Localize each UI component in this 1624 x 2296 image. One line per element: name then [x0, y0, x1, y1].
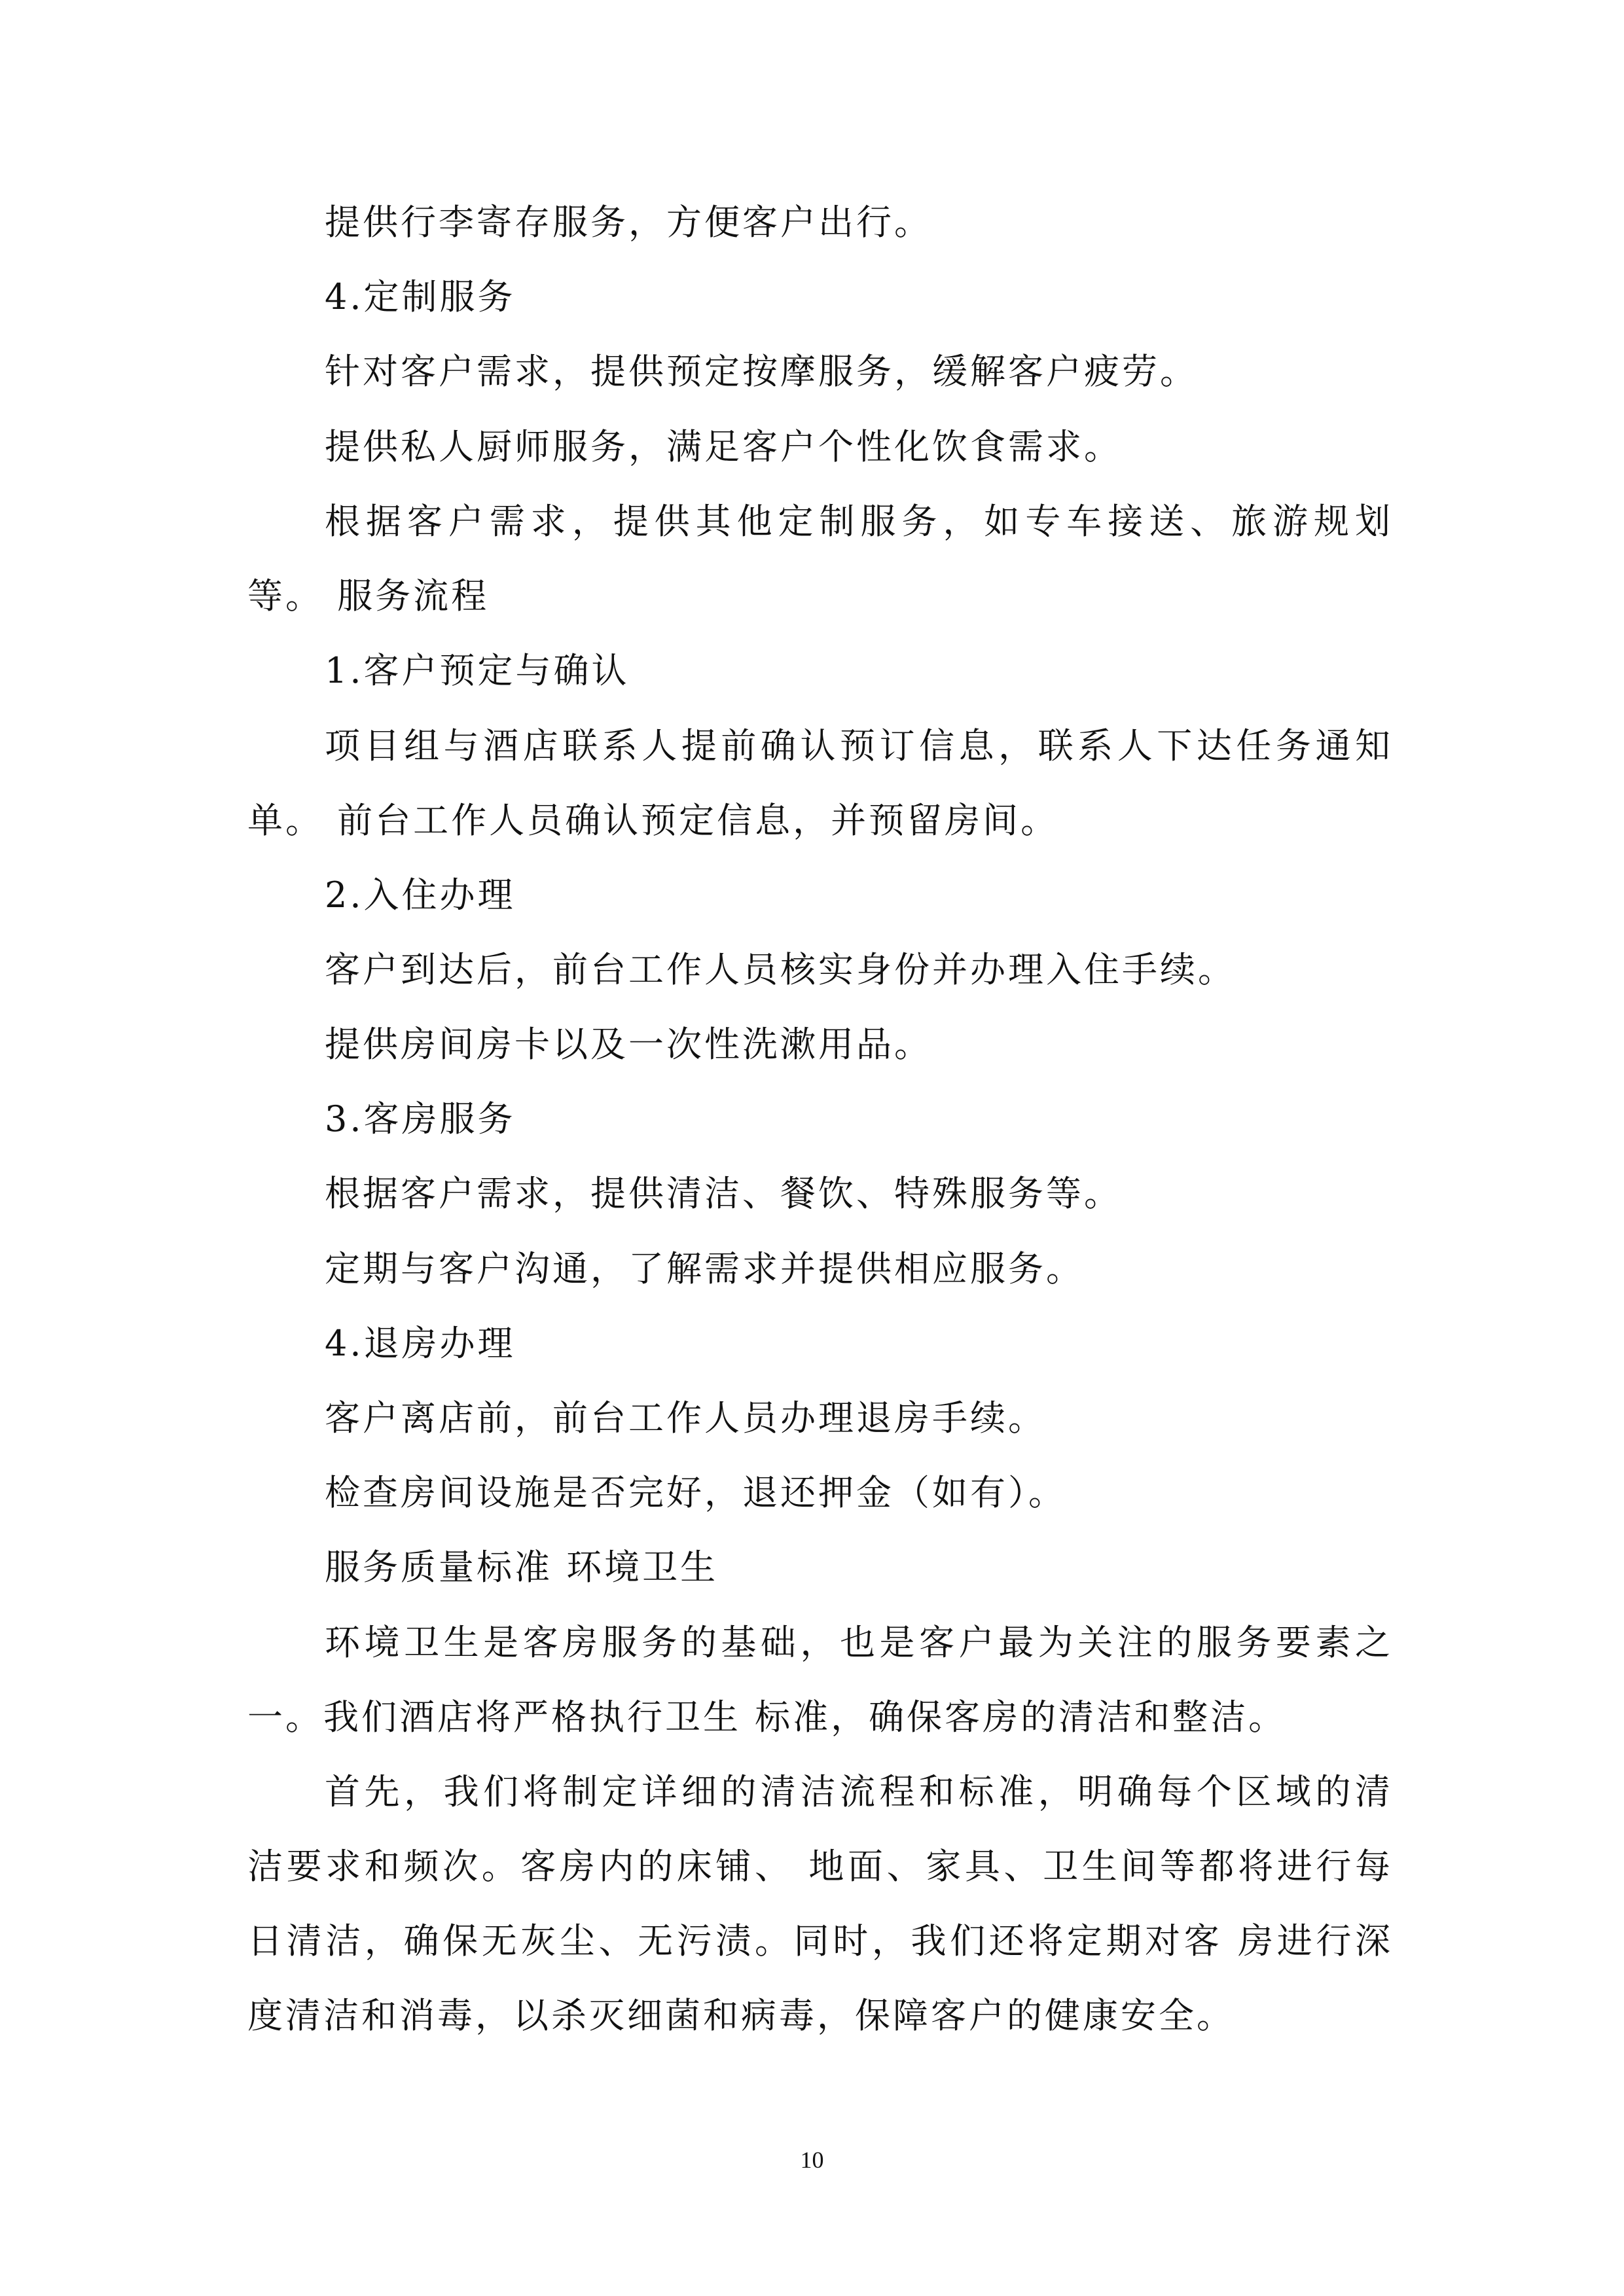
body-line: 日清洁，确保无灰尘、无污渍。同时，我们还将定期对客 房进行深: [247, 1920, 1393, 1962]
body-line: 提供房间房卡以及一次性洗漱用品。: [325, 1024, 932, 1065]
body-line: 提供行李寄存服务，方便客户出行。: [325, 202, 932, 243]
section-heading: 服务质量标准 环境卫生: [325, 1547, 719, 1588]
body-line: 一。我们酒店将严格执行卫生 标准，确保客房的清洁和整洁。: [247, 1696, 1287, 1738]
body-line: 洁要求和频次。客房内的床铺、 地面、家具、卫生间等都将进行每: [247, 1846, 1393, 1887]
body-line: 客户到达后，前台工作人员核实身份并办理入住手续。: [325, 949, 1236, 990]
body-line: 根据客户需求，提供其他定制服务，如专车接送、旅游规划: [325, 501, 1393, 542]
body-line: 客户离店前，前台工作人员办理退房手续。: [325, 1397, 1046, 1439]
body-line: 提供私人厨师服务，满足客户个性化饮食需求。: [325, 426, 1122, 467]
body-line: 环境卫生是客房服务的基础，也是客户最为关注的服务要素之: [325, 1622, 1393, 1663]
body-line: 度清洁和消毒，以杀灭细菌和病毒，保障客户的健康安全。: [247, 1995, 1235, 2036]
body-line: 首先，我们将制定详细的清洁流程和标准，明确每个区域的清: [325, 1771, 1393, 1812]
section-heading: 2.入住办理: [325, 874, 516, 916]
page-number: 10: [800, 2147, 824, 2173]
body-line: 单。 前台工作人员确认预定信息，并预留房间。: [247, 800, 1059, 841]
section-heading: 4.退房办理: [325, 1323, 516, 1364]
body-line: 定期与客户沟通，了解需求并提供相应服务。: [325, 1248, 1084, 1289]
section-heading: 4.定制服务: [325, 276, 516, 317]
body-line: 针对客户需求，提供预定按摩服务，缓解客户疲劳。: [325, 351, 1198, 392]
body-line: 根据客户需求，提供清洁、餐饮、特殊服务等。: [325, 1173, 1122, 1214]
section-heading: 3.客房服务: [325, 1098, 516, 1139]
body-line: 检查房间设施是否完好，退还押金（如有）。: [325, 1472, 1066, 1513]
body-line: 等。 服务流程: [247, 575, 490, 617]
section-heading: 1.客户预定与确认: [325, 650, 630, 691]
body-line: 项目组与酒店联系人提前确认预订信息，联系人下达任务通知: [325, 725, 1393, 766]
